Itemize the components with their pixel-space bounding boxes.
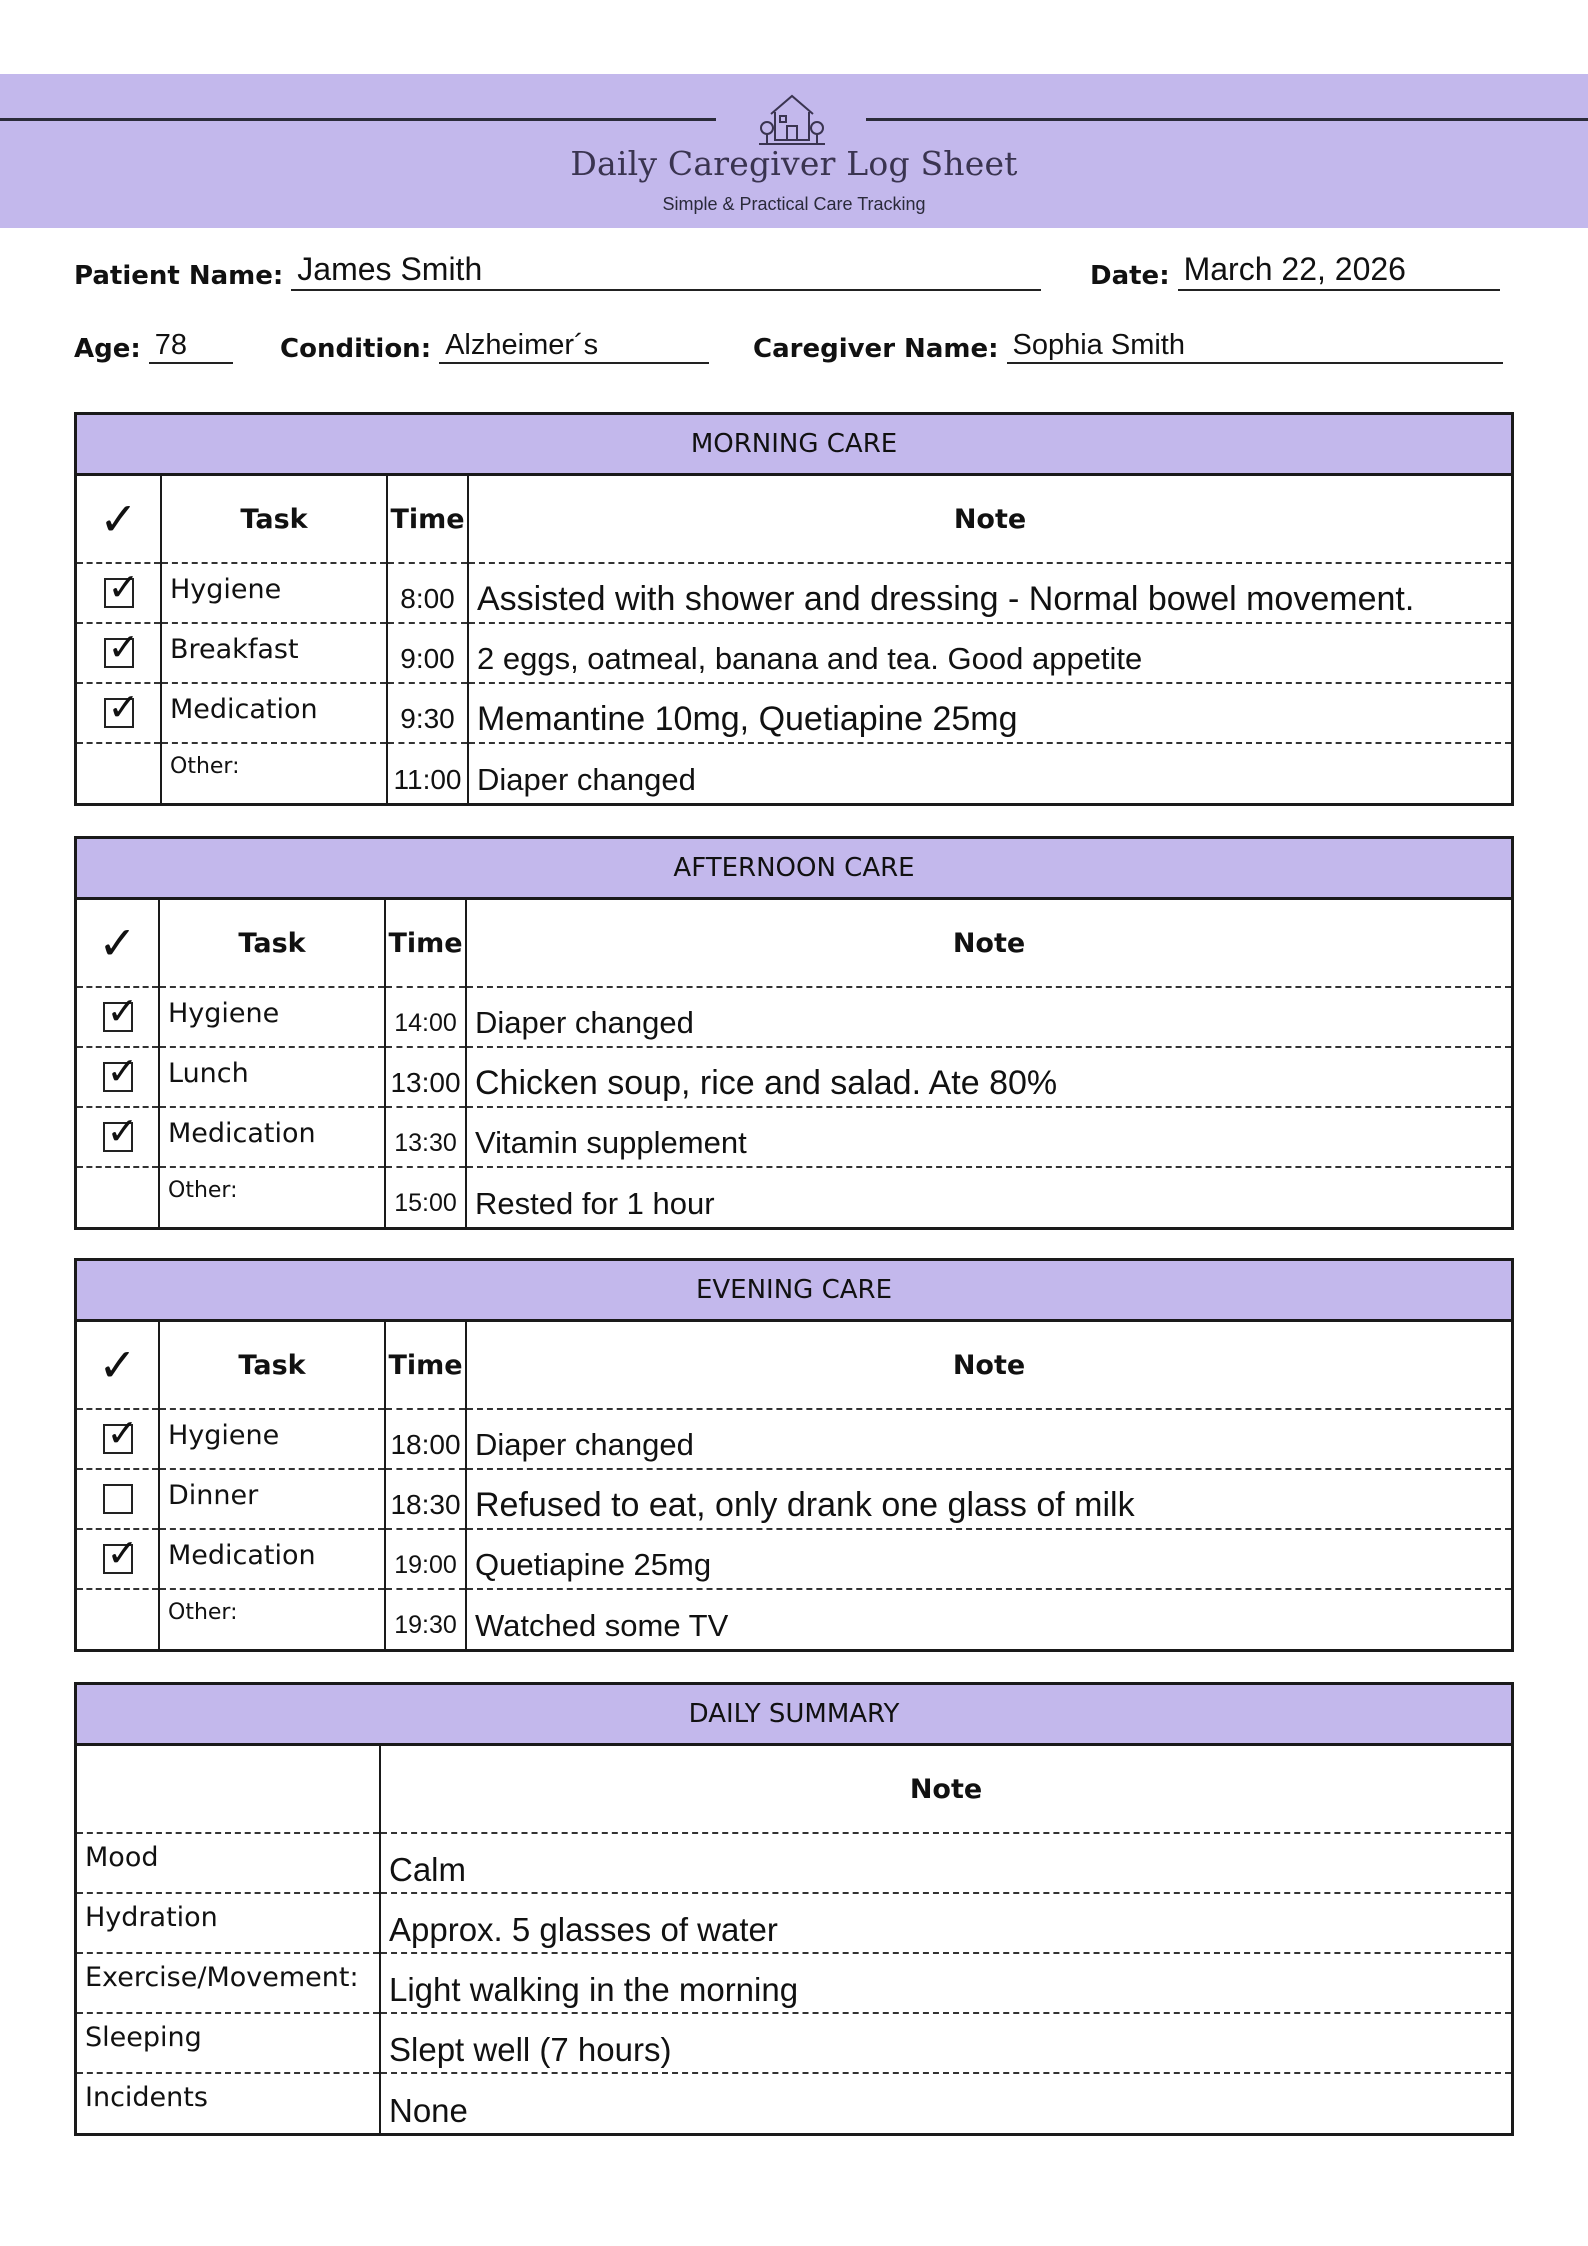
task-note[interactable]: Rested for 1 hour [475, 1185, 715, 1221]
morning-care-title: MORNING CARE [77, 415, 1511, 476]
task-note[interactable]: Refused to eat, only drank one glass of milk [466, 1469, 1511, 1529]
task-name: Medication [159, 1107, 385, 1167]
task-time[interactable]: 15:00 [385, 1167, 466, 1227]
age-label: Age: [74, 334, 141, 365]
summary-label: Hydration [77, 1893, 380, 1953]
other-task-label: Other: [159, 1167, 385, 1227]
summary-note[interactable]: Slept well (7 hours) [380, 2013, 1511, 2073]
checkmark-icon: ✓ [107, 565, 140, 609]
task-note[interactable]: Diaper changed [477, 761, 696, 797]
table-row [77, 1953, 1511, 2013]
table-row [77, 1529, 1511, 1589]
house-with-trees-icon [757, 88, 827, 150]
time-column-header: Time [387, 476, 468, 563]
table-row [77, 563, 1511, 623]
summary-note[interactable]: Approx. 5 glasses of water [380, 1893, 1511, 1953]
header-rule-right [866, 118, 1588, 121]
summary-label: Incidents [77, 2073, 380, 2133]
condition-value[interactable]: Alzheimer´s [439, 330, 709, 364]
task-time[interactable]: 19:00 [385, 1529, 466, 1589]
daily-summary-title: DAILY SUMMARY [77, 1685, 1511, 1746]
time-column-header: Time [385, 1322, 466, 1409]
task-time[interactable]: 13:30 [385, 1107, 466, 1167]
task-time[interactable]: 19:30 [385, 1589, 466, 1649]
table-row [77, 1893, 1511, 1953]
task-time[interactable]: 18:30 [385, 1469, 466, 1529]
checkmark-icon: ✓ [106, 1049, 139, 1093]
task-checkbox[interactable] [103, 1411, 139, 1455]
task-note[interactable]: Memantine 10mg, Quetiapine 25mg [468, 683, 1511, 743]
task-name: Medication [161, 683, 387, 743]
task-time[interactable]: 14:00 [385, 987, 466, 1047]
task-note[interactable]: Vitamin supplement [466, 1107, 1511, 1167]
checkmark-icon: ✓ [107, 625, 140, 669]
task-name: Lunch [159, 1047, 385, 1107]
task-checkbox[interactable] [104, 565, 140, 609]
task-time[interactable]: 11:00 [387, 743, 468, 803]
table-row [77, 1833, 1511, 1893]
age-value[interactable]: 78 [149, 330, 233, 364]
table-row [77, 2073, 1511, 2133]
checkmark-icon: ✓ [98, 916, 137, 970]
summary-label: Mood [77, 1833, 380, 1893]
caregiver-value[interactable]: Sophia Smith [1007, 330, 1503, 364]
summary-note[interactable]: Light walking in the morning [380, 1953, 1511, 2013]
checkmark-icon: ✓ [106, 989, 139, 1033]
morning-care-table [74, 412, 1514, 806]
check-column-header [77, 900, 159, 987]
note-column-header: Note [466, 900, 1511, 987]
task-note[interactable]: Assisted with shower and dressing - Normal bowel movement. [468, 563, 1511, 623]
time-column-header: Time [385, 900, 466, 987]
checkmark-icon: ✓ [98, 1338, 137, 1392]
task-checkbox[interactable] [104, 685, 140, 729]
check-column-header [77, 476, 161, 563]
patient-name-label: Patient Name: [74, 260, 284, 291]
task-name: Hygiene [159, 987, 385, 1047]
task-time[interactable]: 9:00 [387, 623, 468, 683]
summary-note[interactable]: None [389, 2091, 468, 2129]
task-name: Dinner [159, 1469, 385, 1529]
date-field [1090, 253, 1500, 291]
checkmark-icon: ✓ [106, 1531, 139, 1575]
task-column-header: Task [161, 476, 387, 563]
note-column-header: Note [466, 1322, 1511, 1409]
table-row [77, 1409, 1511, 1469]
table-row [77, 987, 1511, 1047]
header-band [0, 74, 1588, 228]
evening-care-table [74, 1258, 1514, 1652]
checkmark-icon: ✓ [106, 1411, 139, 1455]
age-field [74, 330, 233, 364]
summary-note[interactable]: Calm [380, 1833, 1511, 1893]
table-row [77, 1469, 1511, 1529]
task-column-header: Task [159, 1322, 385, 1409]
caregiver-field [753, 330, 1503, 364]
task-note[interactable]: Quetiapine 25mg [466, 1529, 1511, 1589]
checkmark-icon: ✓ [106, 1109, 139, 1153]
task-time[interactable]: 13:00 [385, 1047, 466, 1107]
task-checkbox[interactable] [103, 989, 139, 1033]
table-row [77, 1047, 1511, 1107]
task-name: Breakfast [161, 623, 387, 683]
task-time[interactable]: 8:00 [387, 563, 468, 623]
header-rule-left [0, 118, 716, 121]
task-checkbox[interactable] [104, 625, 140, 669]
task-note[interactable]: Chicken soup, rice and salad. Ate 80% [466, 1047, 1511, 1107]
task-note[interactable]: Watched some TV [475, 1607, 729, 1643]
task-time[interactable]: 9:30 [387, 683, 468, 743]
other-task-label: Other: [159, 1589, 385, 1649]
table-row [77, 683, 1511, 743]
caregiver-label: Caregiver Name: [753, 334, 999, 365]
note-column-header: Note [468, 476, 1511, 563]
checkmark-icon: ✓ [107, 685, 140, 729]
task-checkbox[interactable] [103, 1049, 139, 1093]
check-column-header [77, 1322, 159, 1409]
task-note[interactable]: Diaper changed [466, 987, 1511, 1047]
checkmark-icon: ✓ [99, 492, 138, 546]
afternoon-care-title: AFTERNOON CARE [77, 839, 1511, 900]
date-value[interactable]: March 22, 2026 [1178, 253, 1500, 291]
evening-care-title: EVENING CARE [77, 1261, 1511, 1322]
task-name: Hygiene [159, 1409, 385, 1469]
table-row [77, 743, 1511, 803]
daily-summary-table [74, 1682, 1514, 2136]
other-task-label: Other: [161, 743, 387, 803]
table-row [77, 623, 1511, 683]
task-checkbox[interactable] [103, 1109, 139, 1153]
patient-name-field [74, 253, 1041, 291]
task-time[interactable]: 18:00 [385, 1409, 466, 1469]
condition-label: Condition: [280, 334, 432, 365]
summary-label: Sleeping [77, 2013, 380, 2073]
page-title: Daily Caregiver Log Sheet [570, 144, 1018, 183]
table-row [77, 1107, 1511, 1167]
table-row [77, 2013, 1511, 2073]
task-column-header: Task [159, 900, 385, 987]
task-note[interactable]: 2 eggs, oatmeal, banana and tea. Good appetite [468, 623, 1511, 683]
table-row [77, 1167, 1511, 1227]
task-checkbox[interactable] [103, 1531, 139, 1575]
task-checkbox-unchecked[interactable] [103, 1484, 133, 1514]
table-row [77, 1589, 1511, 1649]
task-name: Medication [159, 1529, 385, 1589]
task-note[interactable]: Diaper changed [466, 1409, 1511, 1469]
condition-field [280, 330, 709, 364]
date-label: Date: [1090, 260, 1170, 291]
afternoon-care-table [74, 836, 1514, 1230]
note-column-header: Note [380, 1746, 1511, 1833]
page-subtitle: Simple & Practical Care Tracking [662, 194, 926, 214]
summary-label-column-header [77, 1746, 380, 1833]
summary-label: Exercise/Movement: [77, 1953, 380, 2013]
task-name: Hygiene [161, 563, 387, 623]
patient-name-value[interactable]: James Smith [291, 253, 1041, 291]
